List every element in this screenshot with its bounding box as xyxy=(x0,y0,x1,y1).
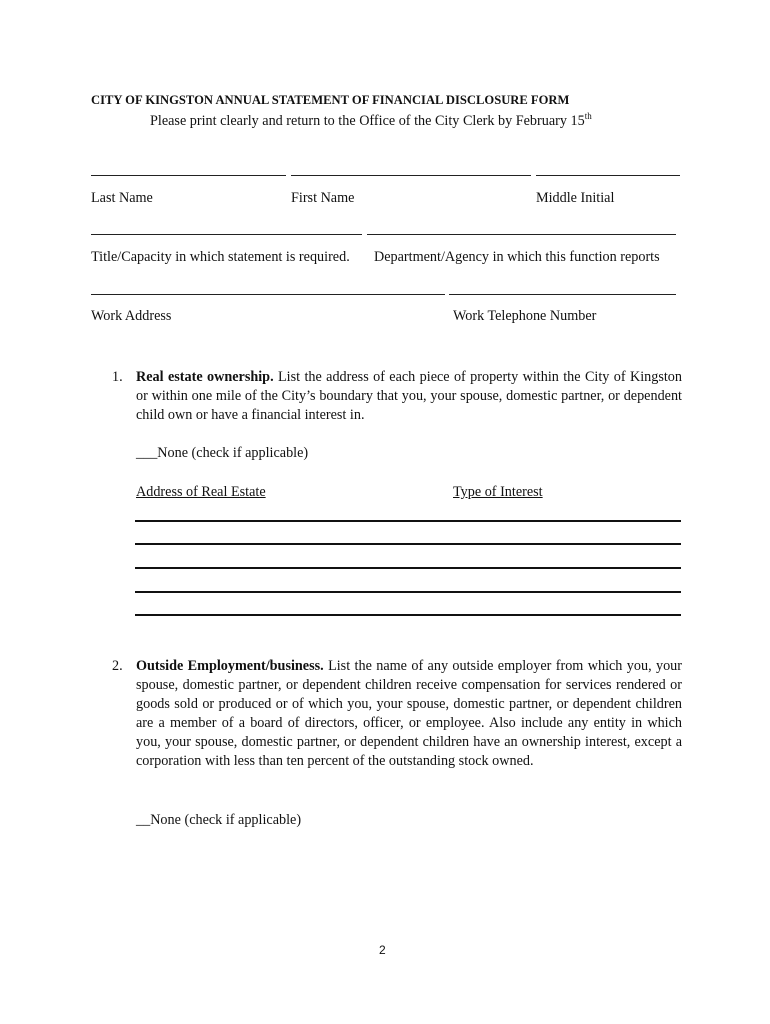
section-text xyxy=(136,657,682,771)
real-estate-entry-line[interactable] xyxy=(135,567,681,569)
form-title: CITY OF KINGSTON ANNUAL STATEMENT OF FINANCIAL DISCLOSURE FORM xyxy=(91,93,570,107)
section-heading: Real estate ownership. xyxy=(136,369,274,385)
first-name-field[interactable] xyxy=(291,175,531,176)
middle-initial-label: Middle Initial xyxy=(536,190,615,206)
work-address-field[interactable] xyxy=(91,294,445,295)
department-field[interactable] xyxy=(367,234,676,235)
instructions-text: Please print clearly and return to the Office of the City Clerk by February 15 xyxy=(150,113,585,129)
section-real-estate xyxy=(112,368,682,425)
real-estate-entry-line[interactable] xyxy=(135,614,681,616)
instructions-superscript: th xyxy=(584,111,592,121)
section-number: 1. xyxy=(112,369,123,385)
work-phone-label: Work Telephone Number xyxy=(453,308,597,324)
last-name-label: Last Name xyxy=(91,190,153,206)
work-phone-field[interactable] xyxy=(449,294,676,295)
title-capacity-label: Title/Capacity in which statement is required. xyxy=(91,249,350,265)
middle-initial-field[interactable] xyxy=(536,175,680,176)
interest-column-header: Type of Interest xyxy=(453,484,543,500)
employment-none-checkbox[interactable]: __None (check if applicable) xyxy=(136,812,302,828)
section-heading: Outside Employment/business. xyxy=(136,658,324,674)
real-estate-entry-line[interactable] xyxy=(135,543,681,545)
work-address-label: Work Address xyxy=(91,308,172,324)
department-label: Department/Agency in which this function reports xyxy=(374,249,660,265)
page-number: 2 xyxy=(379,943,386,957)
section-description: List the name of any outside employer from which you, your spouse, domestic partner, or dependent children receive compensation for services rendered or goods sold or produced or of which you, your spouse, domestic partner, or dependent children are a member of a board of directors, officer, or employee. Also include any entity in which you, your spouse, domestic partner, or dependent children have an ownership interest, except a corporation with less than ten percent of the outstanding stock owned. xyxy=(136,658,683,769)
section-number: 2. xyxy=(112,658,123,674)
real-estate-entry-line[interactable] xyxy=(135,520,681,522)
first-name-label: First Name xyxy=(291,190,355,206)
section-text xyxy=(136,368,682,425)
section-description: List the address of each piece of property within the City of Kingston or within one mile of the City’s boundary that you, your spouse, domestic partner, or dependent child own or have a financial interest in. xyxy=(136,369,682,423)
address-column-header: Address of Real Estate xyxy=(136,484,266,500)
real-estate-entry-line[interactable] xyxy=(135,591,681,593)
form-instructions xyxy=(150,113,592,130)
last-name-field[interactable] xyxy=(91,175,286,176)
real-estate-none-checkbox[interactable]: ___None (check if applicable) xyxy=(136,445,309,461)
title-capacity-field[interactable] xyxy=(91,234,362,235)
section-outside-employment xyxy=(112,657,682,771)
